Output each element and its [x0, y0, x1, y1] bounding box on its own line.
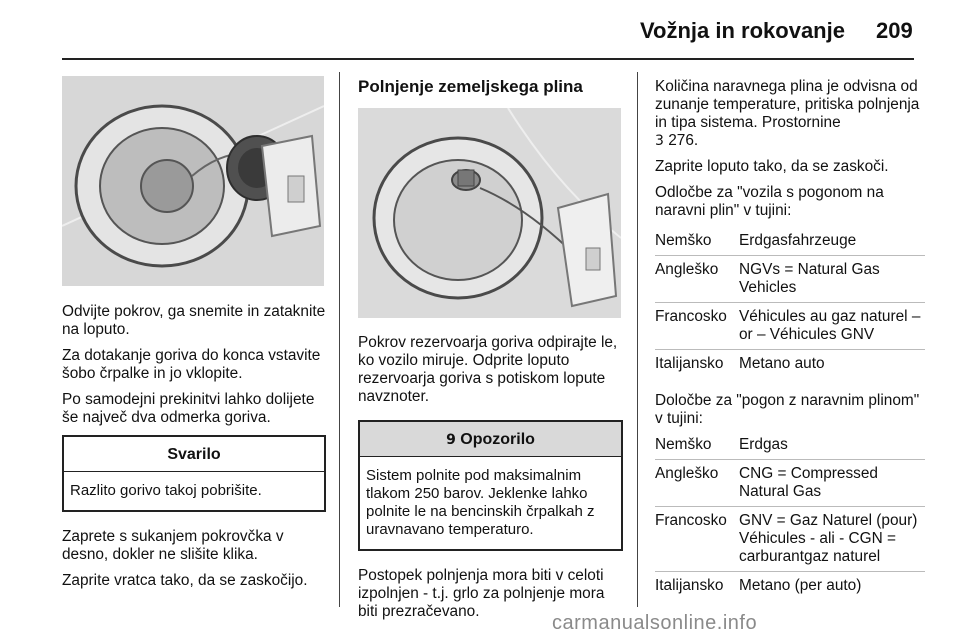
- section-title: Polnjenje zemeljskega plina: [358, 77, 583, 96]
- terms-vehicles-title: Odločbe za "vozila s pogonom na naravni plin" v tujini:: [655, 184, 884, 219]
- language-cell: Francosko: [655, 512, 727, 529]
- warning-box-header: [360, 422, 621, 457]
- notice-box-body: Razlito gorivo takoj pobrišite.: [70, 482, 262, 499]
- language-cell: Italijansko: [655, 577, 724, 594]
- watermark: carmanualsonline.info: [552, 612, 758, 634]
- paragraph: Odvijte pokrov, ga snemite in zataknite na loputo.: [62, 303, 326, 338]
- language-cell: Nemško: [655, 232, 712, 249]
- header-divider: [62, 58, 914, 60]
- right-column: [655, 78, 925, 610]
- page-reference-icon: 3: [655, 133, 664, 149]
- paragraph: Zaprite loputo tako, da se zaskoči.: [655, 158, 889, 175]
- paragraph-text: Količina naravnega plina je odvisna od zunanje temperature, pritiska polnjenja in tipa sistema. Prostornine: [655, 78, 920, 131]
- term-cell: Metano (per auto): [739, 577, 862, 594]
- left-column: [62, 303, 326, 598]
- column-divider-right: [637, 72, 638, 607]
- warning-box: [358, 420, 623, 551]
- page-header-title: Vožnja in rokovanje: [640, 18, 845, 43]
- terms-vehicles-table: [655, 232, 925, 378]
- paragraph: Po samodejni prekinitvi lahko dolijete še največ dva odmerka goriva.: [62, 391, 315, 426]
- term-cell: Erdgas: [739, 436, 788, 453]
- warning-box-body: Sistem polnite pod maksimalnim tlakom 250 barov. Jeklenke lahko polnite le na bencinskih črpalkah z uravnavano temperaturo.: [366, 467, 595, 538]
- warning-triangle-icon: 9: [446, 432, 456, 448]
- paragraph: Pokrov rezervoarja goriva odpirajte le, ko vozilo miruje. Odprite loputo rezervoarja goriva s potiskom lopute navznoter.: [358, 334, 618, 405]
- paragraph: Za dotakanje goriva do konca vstavite šobo črpalke in jo vklopite.: [62, 347, 321, 382]
- warning-box-title: Opozorilo: [460, 431, 535, 448]
- paragraph: Postopek polnjenja mora biti v celoti izpolnjen - t.j. grlo za polnjenje mora biti prezračevano.: [358, 567, 605, 620]
- page-number: 209: [876, 18, 913, 43]
- notice-box-title: Svarilo: [64, 437, 324, 472]
- language-cell: Italijansko: [655, 355, 724, 372]
- gas-filler-illustration: [358, 108, 621, 318]
- table-row: [655, 459, 925, 506]
- language-cell: Angleško: [655, 465, 719, 482]
- term-cell: NGVs = Natural Gas Vehicles: [739, 261, 880, 296]
- middle-column-body: [358, 334, 623, 629]
- middle-column: [358, 78, 623, 110]
- term-cell: Erdgasfahrzeuge: [739, 232, 857, 249]
- table-row: [655, 302, 925, 349]
- language-cell: Nemško: [655, 436, 712, 453]
- page-reference[interactable]: 276.: [668, 132, 699, 149]
- fuel-cap-photo: [62, 76, 324, 286]
- fuel-cap-illustration: [62, 76, 324, 286]
- paragraph: [655, 78, 925, 150]
- terms-fuel-title: Določbe za "pogon z naravnim plinom" v tujini:: [655, 392, 920, 427]
- term-cell: Véhicules au gaz naturel – or – Véhicules GNV: [739, 308, 921, 343]
- paragraph: Zaprite vratca tako, da se zaskočijo.: [62, 572, 308, 589]
- table-row: [655, 506, 925, 571]
- table-row: [655, 349, 925, 378]
- table-row: [655, 436, 925, 459]
- language-cell: Francosko: [655, 308, 727, 325]
- terms-fuel-table: [655, 436, 925, 600]
- column-divider-left: [339, 72, 340, 607]
- language-cell: Angleško: [655, 261, 719, 278]
- paragraph: Zaprete s sukanjem pokrovčka v desno, dokler ne slišite klika.: [62, 528, 284, 563]
- gas-filler-photo: [358, 108, 621, 318]
- term-cell: CNG = Compressed Natural Gas: [739, 465, 878, 500]
- table-row: [655, 571, 925, 600]
- term-cell: Metano auto: [739, 355, 825, 372]
- term-cell: GNV = Gaz Naturel (pour) Véhicules - ali - CGN = carburantgaz naturel: [739, 512, 918, 565]
- notice-box: [62, 435, 326, 512]
- table-row: [655, 255, 925, 302]
- table-row: [655, 232, 925, 255]
